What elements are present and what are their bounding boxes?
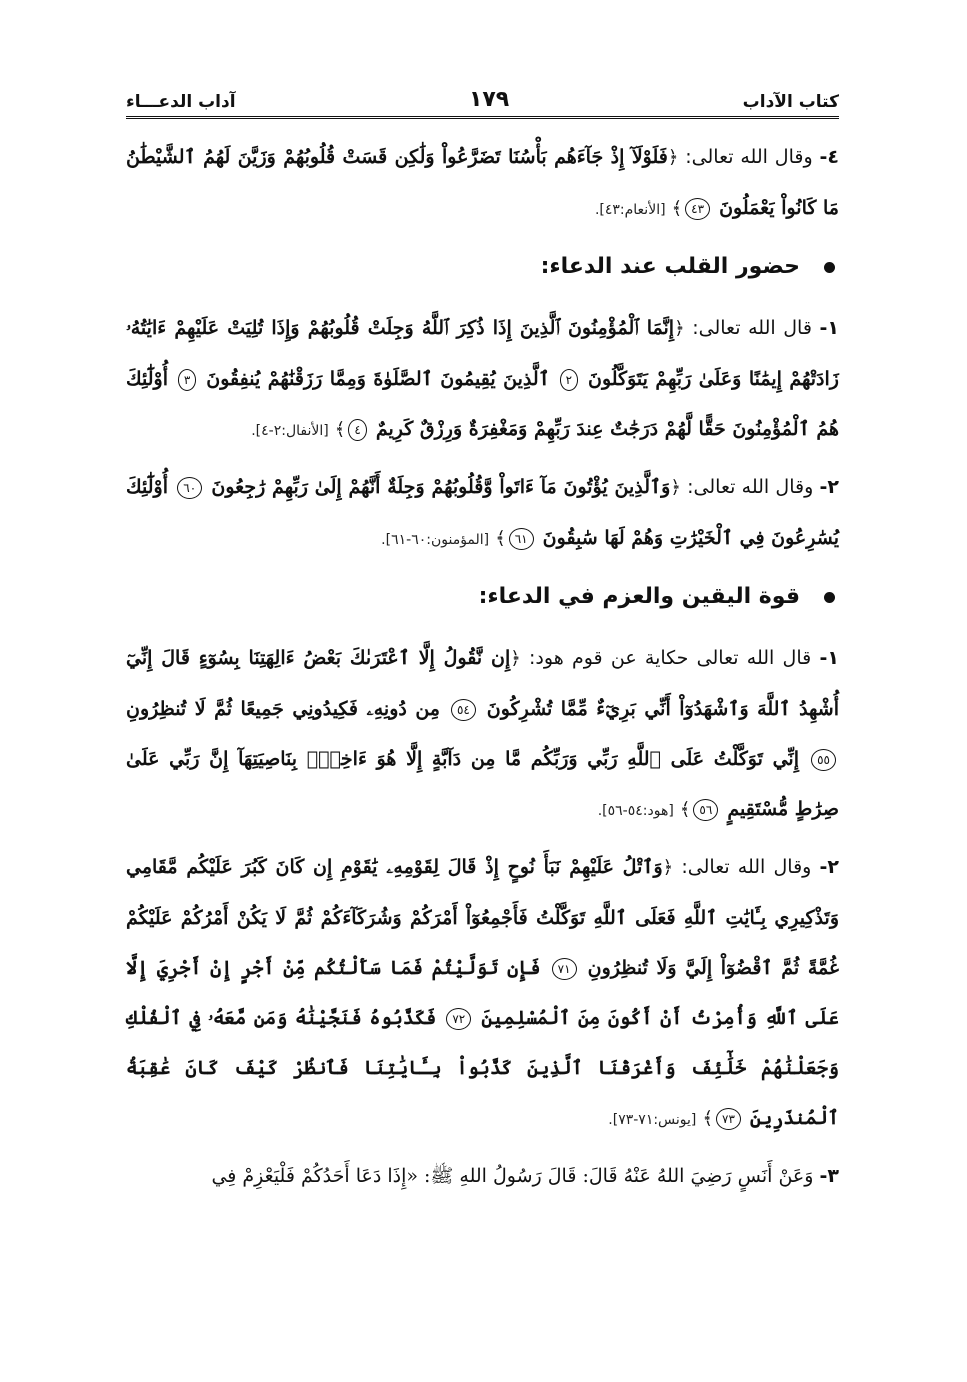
verse-reference: [المؤمنون:٦٠-٦١].: [381, 532, 490, 548]
book-title: كتاب الآداب: [742, 92, 839, 112]
ayah-number-marker: ٥٦: [693, 799, 718, 821]
verse-reference: [الأنعام:٤٣].: [594, 202, 666, 218]
quran-verse: فَكَذَّبُوهُ فَنَجَّيْنَٰهُ وَمَن مَّعَهُۥ فِي ٱلْفُلْكِ وَجَعَلْنَٰهُمْ خَلَٰٓئِفَ وَأَغْرَقْنَا ٱلَّذِينَ كَذَّبُواْ بِـَٔايَٰتِنَا فَٱنظُرْ كَيْفَ كَانَ عَٰقِبَةُ ٱلْمُنذَرِينَ: [126, 1007, 839, 1129]
running-header: [126, 82, 839, 112]
verse-reference: [الأنفال:٢-٤].: [251, 423, 329, 439]
quran-verse: فَلَوْلَآ إِذْ جَآءَهُم بَأْسُنَا تَضَرَّعُواْ وَلَٰكِن قَسَتْ قُلُوبُهُمْ وَزَيَّنَ لَهُمُ ٱلشَّيْطَٰنُ مَا كَانُواْ يَعْمَلُونَ: [126, 146, 839, 219]
quran-close-brace: ﴾: [702, 1108, 713, 1129]
ayah-number-marker: ٣: [178, 369, 196, 391]
quran-verse: وَٱلَّذِينَ يُؤْتُونَ مَآ ءَاتَواْ وَّقُلُوبُهُمْ وَجِلَةٌ أَنَّهُمْ إِلَىٰ رَبِّهِمْ رَٰجِعُونَ: [211, 476, 671, 498]
ayah-number-marker: ٤: [348, 419, 366, 441]
quran-close-brace: ﴾: [679, 799, 691, 820]
ayah-number-marker: ٥٥: [811, 749, 836, 771]
quran-verse: وَٱتْلُ عَلَيْهِمْ نَبَأَ نُوحٍ إِذْ قَالَ لِقَوْمِهِۦ يَٰقَوْمِ إِن كَانَ كَبُرَ عَلَيْكُم مَّقَامِي وَتَذْكِيرِي بِـَٔايَٰتِ ٱللَّهِ فَعَلَى ٱللَّهِ تَوَكَّلْتُ فَأَجْمِعُوٓاْ أَمْرَكُمْ وَشُرَكَآءَكُمْ ثُمَّ لَا يَكُنْ أَمْرُكُمْ عَلَيْكُمْ غُمَّةً ثُمَّ ٱقْضُوٓاْ إِلَيَّ وَلَا تُنظِرُونِ: [126, 856, 839, 979]
bullet-icon: [824, 262, 835, 273]
verse-item-anfal: [126, 303, 839, 456]
page-content: [126, 132, 839, 1207]
item-number: ٢-: [819, 856, 839, 878]
quran-open-brace: ﴿: [674, 318, 685, 339]
item-number: ١-: [819, 647, 839, 669]
item-intro: قال الله تعالى:: [692, 317, 812, 339]
item-number: ١-: [819, 317, 839, 339]
verse-reference: [هود:٥٤-٥٦].: [597, 803, 674, 819]
item-intro: وقال الله تعالى:: [685, 146, 813, 168]
verse-item-hud: [126, 633, 839, 836]
verse-item-an-am: [126, 132, 839, 235]
hadith-item-anas: [126, 1151, 839, 1201]
verse-reference: [يونس:٧١-٧٣].: [608, 1112, 697, 1128]
ayah-number-marker: ٦١: [509, 528, 534, 550]
quran-verse: إِنِّي تَوَكَّلْتُ عَلَى ٱللَّهِ رَبِّي وَرَبِّكُم مَّا مِن دَآبَّةٍ إِلَّا هُوَ ءَاخِذُۢ بِنَاصِيَتِهَآ إِنَّ رَبِّي عَلَىٰ صِرَٰطٍ مُّسْتَقِيمٍ: [126, 748, 839, 820]
section-title: قوة اليقين والعزم في الدعاء:: [478, 584, 800, 609]
item-intro: قال الله تعالى حكاية عن قوم هود:: [529, 647, 812, 669]
item-number: ٣-: [819, 1165, 839, 1187]
hadith-text: وَعَنْ أَنَسٍ رَضِيَ اللهُ عَنْهُ قَالَ: قَالَ رَسُولُ اللهِ ﷺ: «إِذَا دَعَا أَحَدُكُمْ فَلْيَعْزِمْ فِي: [211, 1165, 814, 1187]
ayah-number-marker: ٤٣: [685, 198, 710, 220]
quran-verse: أُوْلَٰٓئِكَ يُسَٰرِعُونَ فِي ٱلْخَيْرَٰتِ وَهُمْ لَهَا سَٰبِقُونَ: [126, 476, 839, 549]
ayah-number-marker: ٦٠: [177, 477, 202, 499]
ayah-number-marker: ٧٣: [716, 1108, 741, 1130]
item-intro: وقال الله تعالى:: [681, 856, 812, 878]
page-number: ١٧٩: [468, 87, 510, 112]
item-number: ٤-: [819, 146, 839, 168]
quran-verse: فَإِن تَوَلَّيْتُمْ فَمَا سَأَلْتُكُم مِّنْ أَجْرٍ إِنْ أَجْرِيَ إِلَّا عَلَى ٱللَّهِ وَأُمِرْتُ أَنْ أَكُونَ مِنَ ٱلْمُسْلِمِينَ: [126, 957, 839, 1029]
ayah-number-marker: ٥٤: [451, 699, 476, 721]
quran-close-brace: ﴾: [334, 419, 346, 440]
quran-verse: إِن نَّقُولُ إِلَّا ٱعْتَرَىٰكَ بَعْضُ ءَالِهَتِنَا بِسُوٓءٍ قَالَ إِنِّيٓ أُشْهِدُ ٱللَّهَ وَٱشْهَدُوٓاْ أَنِّي بَرِيٓءٌ مِّمَّا تُشْرِكُونَ: [126, 647, 839, 720]
quran-open-brace: ﴿: [667, 147, 679, 168]
verse-item-yunus: [126, 842, 839, 1145]
quran-verse: ٱلَّذِينَ يُقِيمُونَ ٱلصَّلَوٰةَ وَمِمَّا رَزَقْنَٰهُمْ يُنفِقُونَ: [206, 368, 550, 390]
header-rule: [126, 116, 839, 119]
quran-open-brace: ﴿: [670, 477, 681, 498]
section-heading-presence-of-heart: [126, 245, 839, 289]
quran-close-brace: ﴾: [671, 198, 683, 219]
bullet-icon: [824, 592, 835, 603]
quran-verse: مِن دُونِهِۦ فَكِيدُونِي جَمِيعًا ثُمَّ لَا تُنظِرُونِ: [126, 698, 440, 720]
chapter-title: آداب الدعـــاء: [126, 92, 236, 112]
quran-close-brace: ﴾: [495, 528, 506, 549]
quran-open-brace: ﴿: [510, 648, 521, 669]
verse-item-muminun: [126, 462, 839, 565]
ayah-number-marker: ٢: [560, 369, 578, 391]
ayah-number-marker: ٧٢: [446, 1008, 471, 1030]
ayah-number-marker: ٧١: [552, 958, 577, 980]
quran-verse: أُوْلَٰٓئِكَ هُمُ ٱلْمُؤْمِنُونَ حَقًّا لَّهُمْ دَرَجَٰتٌ عِندَ رَبِّهِمْ وَمَغْفِرَةٌ وَرِزْقٌ كَرِيمٌ: [126, 368, 839, 440]
section-heading-certainty-and-resolve: [126, 575, 839, 619]
quran-verse: إِنَّمَا ٱلْمُؤْمِنُونَ ٱلَّذِينَ إِذَا ذُكِرَ ٱللَّهُ وَجِلَتْ قُلُوبُهُمْ وَإِذَا تُلِيَتْ عَلَيْهِمْ ءَايَٰتُهُۥ زَادَتْهُمْ إِيمَٰنًا وَعَلَىٰ رَبِّهِمْ يَتَوَكَّلُونَ: [126, 317, 839, 390]
item-number: ٢-: [819, 476, 840, 498]
section-title: حضور القلب عند الدعاء:: [540, 254, 800, 279]
item-intro: وقال الله تعالى:: [687, 476, 814, 498]
quran-open-brace: ﴿: [662, 857, 674, 878]
